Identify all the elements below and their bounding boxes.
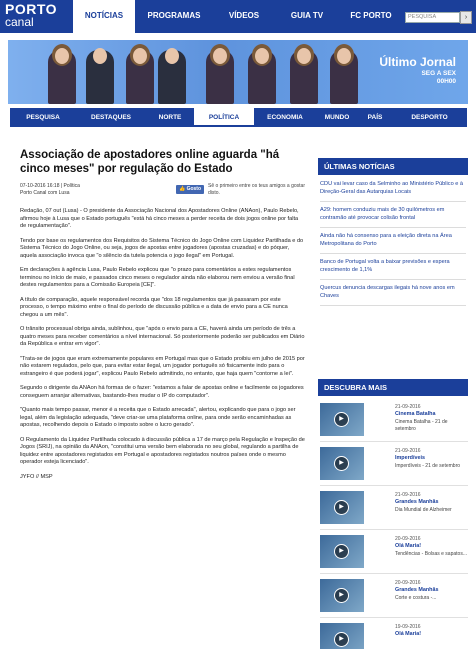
video-description: Corte e costura -...	[395, 595, 437, 601]
search-input[interactable]: PESQUISA	[405, 12, 460, 23]
video-description: Imperdíveis - 21 de setembro	[395, 463, 461, 469]
video-date: 19-09-2016	[395, 624, 421, 630]
article-title: Associação de apostadores online aguarda "há cinco meses" por regulação do Estado	[20, 149, 280, 175]
play-icon: ▶	[334, 632, 349, 647]
latest-news-list	[320, 181, 466, 311]
presenter-figure	[248, 50, 276, 104]
nav-noticias[interactable]: NOTÍCIAS	[73, 0, 135, 33]
video-thumbnail[interactable]	[320, 491, 364, 524]
discover-more-header: DESCUBRA MAIS	[318, 379, 468, 396]
video-thumbnail[interactable]	[320, 535, 364, 568]
discover-list	[320, 401, 468, 649]
news-link[interactable]: Ainda não há consenso para a eleição direta na Área Metropolitana do Porto	[320, 233, 466, 254]
video-program[interactable]: Olá Maria!	[395, 543, 422, 549]
search-button[interactable]: ›	[460, 11, 472, 24]
nav-videos[interactable]: VÍDEOS	[228, 11, 260, 20]
video-thumbnail[interactable]	[320, 403, 364, 436]
video-item[interactable]	[320, 401, 468, 442]
section-desporto[interactable]: DESPORTO	[411, 114, 448, 121]
presenter-figure	[86, 50, 114, 104]
porto-canal-logo[interactable]	[5, 3, 65, 31]
section-nav	[10, 108, 467, 127]
section-pesquisa[interactable]: PESQUISA	[26, 114, 60, 121]
play-icon: ▶	[334, 544, 349, 559]
video-program[interactable]: Grandes Manhãs	[395, 587, 439, 593]
presenter-figure	[158, 50, 186, 104]
main-nav	[73, 0, 403, 33]
article-paragraph: Redação, 07 out (Lusa) - O presidente da Associação Nacional dos Apostadores Online (ANAon), Paulo Rebelo, afirmou hoje à Lusa que o Estado português "está há cinco meses a perder receita de dois jogos online por falta de regulamentação".	[20, 208, 299, 229]
play-icon: ▶	[334, 500, 349, 515]
play-icon: ▶	[334, 456, 349, 471]
section-mundo[interactable]: MUNDO	[324, 114, 350, 121]
banner-title: Último Jornal	[379, 55, 456, 69]
article-paragraph: "Quanto mais tempo passar, menor é a receita que o Estado arrecada", alertou, explicando que para o jogo ser legal, além da legislação adequada, "deve criar-se uma plataforma online, para onde serão encaminhadas as apostas, recolhendo depois o Estado o imposto sobre o lucro gerado".	[20, 407, 296, 428]
section-politica[interactable]: POLÍTICA	[194, 108, 254, 127]
video-date: 21-09-2016	[395, 448, 421, 454]
article-paragraph: O Regulamento da Liquidez Partilhada colocado à discussão pública a 17 de março pela Regulação e Inspeção de Jogos (SRIJ), na opinião da ANAon, "constitui uma versão bem elaborada no seu global, regulando a partilha de liquidez entre apostadores registados em Portugal e apostadores registados noutros países onde o mesmo operador esteja licenciado".	[20, 436, 305, 465]
play-icon: ▶	[334, 412, 349, 427]
video-date: 21-09-2016	[395, 404, 421, 410]
presenter-figure	[290, 50, 318, 104]
article-paragraph: Segundo o dirigente da ANAon há formas de o fazer: "estamos a falar de apostas online e facilmente os jogadores conseguem arranjar alternativas, bastando-lhes mudar o IP do computador".	[20, 385, 304, 399]
video-program[interactable]: Grandes Manhãs	[395, 499, 439, 505]
article-date-category: 07-10-2016 16:18 | Política	[20, 183, 80, 189]
article-paragraph: "Trata-se de jogos que eram extremamente populares em Portugal mas que o Estado proibiu em julho de 2015 por não estarem regulados, pelo que, para evitar estar ilegal, um jogador português só fisicamente indo para o estrangeiro é que poderá jogar", explicou Paulo Rebelo admitindo, no entanto, que haja quem "contorne a lei".	[20, 355, 305, 377]
latest-news-header: ÚLTIMAS NOTÍCIAS	[318, 158, 468, 175]
presenter-figure	[206, 50, 234, 104]
facebook-like-note: Sê o primeiro entre os teus amigos a gostar disto.	[208, 183, 305, 196]
like-icon: 👍	[178, 186, 187, 192]
article-signature: JYFO // MSP	[20, 473, 53, 480]
news-link[interactable]: Quercus denuncia descargas ilegais há nove anos em Chaves	[320, 285, 466, 306]
play-icon: ▶	[334, 588, 349, 603]
article-paragraph: Tendo por base os regulamentos dos Requisitos do Sistema Técnico do Jogo Online com Liquidez Partilhada e do Sistema Técnico do Jogo Online, ou seja, jogos de apostas entre jogadores (apostas cruzadas) e do póquer, aquela associação invoca que "o silêncio da tutela potencia o jogo ilegal" em Portugal.	[20, 237, 304, 259]
video-description: Cinema Batalha - 21 de setembro	[395, 419, 448, 432]
video-item[interactable]	[320, 577, 468, 618]
article-paragraph: Em declarações à agência Lusa, Paulo Rebelo explicou que "o prazo para comentários a estes regulamentos terminou no início de maio, e passados cinco meses o regulador ainda não elaborou nem enviou a versão final destes regulamentos para a Comissão Europeia [CE]".	[20, 267, 295, 288]
video-program[interactable]: Cinema Batalha	[395, 411, 436, 417]
video-item[interactable]	[320, 445, 468, 486]
video-date: 20-09-2016	[395, 580, 421, 586]
logo-line1: PORTO	[5, 1, 58, 17]
section-pais[interactable]: PAÍS	[367, 114, 383, 121]
video-thumbnail[interactable]	[320, 579, 364, 612]
news-link[interactable]: Banco de Portugal volta a baixar previsões e espera crescimento de 1,1%	[320, 259, 466, 280]
video-thumbnail[interactable]	[320, 623, 364, 649]
top-bar	[0, 0, 476, 33]
logo-line2: canal	[5, 15, 34, 29]
section-norte[interactable]: NORTE	[158, 114, 182, 121]
section-destaques[interactable]: DESTAQUES	[91, 114, 131, 121]
news-link[interactable]: CDU vai levar caso da Selminho ao Ministério Público e à Direção-Geral das Autarquias Locais	[320, 181, 466, 202]
video-date: 21-09-2016	[395, 492, 421, 498]
section-economia[interactable]: ECONOMIA	[267, 114, 303, 121]
video-description: Tendências - Bolsas e sapatos...	[395, 551, 467, 557]
video-item[interactable]	[320, 533, 468, 574]
article-meta	[20, 183, 160, 197]
video-date: 20-09-2016	[395, 536, 421, 542]
banner-time: 00H00	[436, 78, 456, 85]
news-link[interactable]: A29: homem conduziu mais de 30 quilómetros em contramão até provocar colisão frontal	[320, 207, 466, 228]
nav-programas[interactable]: PROGRAMAS	[147, 11, 201, 20]
facebook-like-button[interactable]	[176, 185, 204, 194]
presenter-figure	[126, 50, 154, 104]
article-source: Porto Canal com Lusa	[20, 190, 70, 196]
nav-fc-porto[interactable]: FC PORTO	[350, 11, 392, 20]
video-item[interactable]	[320, 621, 468, 649]
like-label: Gosto	[186, 186, 202, 192]
article	[20, 148, 305, 480]
ultimo-jornal-banner[interactable]	[8, 40, 468, 104]
video-item[interactable]	[320, 489, 468, 530]
banner-schedule	[421, 70, 456, 86]
article-paragraph: A título de comparação, aquele responsável recorda que "dos 18 regulamentos que já passaram por este processo, o tempo máximo entre o final do período de discussão pública e a data de envio para a CE nunca chegou a um mês".	[20, 296, 288, 318]
presenter-figure	[330, 50, 358, 104]
nav-guia-tv[interactable]: GUIA TV	[290, 11, 324, 20]
article-body	[20, 208, 305, 488]
video-description: Dia Mundial de Alzheimer	[395, 507, 452, 513]
article-paragraph: O trânsito processual obriga ainda, sublinhou, que "após o envio para a CE, haverá ainda um período de três a quatro meses para receber comentários a nível internacional. Só posteriormente poderão ser publicados em Diário da República e entrar em vigor".	[20, 326, 305, 347]
video-program[interactable]: Imperdíveis	[395, 455, 425, 461]
video-thumbnail[interactable]	[320, 447, 364, 480]
banner-days: SEG A SEX	[421, 70, 456, 77]
video-program[interactable]: Olá Maria!	[395, 631, 422, 637]
presenter-figure	[48, 50, 76, 104]
